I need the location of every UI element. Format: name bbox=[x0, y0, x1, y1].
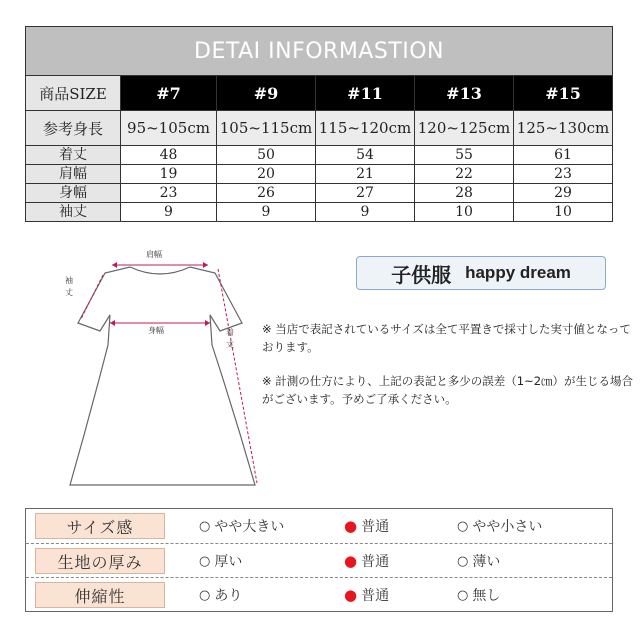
radio-empty-icon: ○ bbox=[457, 587, 469, 603]
fabric-feel-box bbox=[25, 508, 613, 612]
row-label-length: 着丈 bbox=[26, 146, 121, 165]
table-cell: 26 bbox=[217, 184, 316, 203]
reference-height-cell: 95~105cm bbox=[121, 111, 217, 146]
size-header-7: #7 bbox=[121, 76, 217, 111]
table-cell: 22 bbox=[415, 165, 514, 184]
size-header-9: #9 bbox=[217, 76, 316, 111]
feel-label-stretch: 伸縮性 bbox=[35, 582, 165, 608]
radio-empty-icon: ○ bbox=[199, 518, 211, 534]
table-cell: 54 bbox=[316, 146, 415, 165]
table-cell: 10 bbox=[514, 203, 613, 222]
table-row bbox=[26, 184, 613, 203]
radio-empty-icon: ○ bbox=[457, 553, 469, 569]
feel-option: ○ あり bbox=[199, 587, 243, 604]
note-flat-measurement: ※ 当店で表記されているサイズは全て平置きで採寸した実寸値となっております。 bbox=[262, 322, 631, 354]
brand-kanji: 子供服 bbox=[391, 262, 452, 287]
size-table bbox=[25, 26, 613, 222]
table-cell: 10 bbox=[415, 203, 514, 222]
table-cell: 28 bbox=[415, 184, 514, 203]
feel-option: ○ 厚い bbox=[199, 553, 243, 570]
feel-label-thickness: 生地の厚み bbox=[35, 548, 165, 574]
table-title: DETAI INFORMASTION bbox=[26, 27, 613, 76]
diagram-label-length-2: 丈 bbox=[226, 340, 234, 349]
feel-row-thickness bbox=[26, 543, 612, 578]
radio-empty-icon: ○ bbox=[199, 587, 211, 603]
diagram-label-sleeve-1: 袖 bbox=[65, 276, 73, 285]
row-label-sleeve: 袖丈 bbox=[26, 203, 121, 222]
feel-option: ○ 無し bbox=[457, 587, 501, 604]
feel-option: ○ やや大きい bbox=[199, 518, 285, 535]
reference-height-cell: 105~115cm bbox=[217, 111, 316, 146]
reference-height-cell: 115~120cm bbox=[316, 111, 415, 146]
feel-option: ○ 薄い bbox=[457, 553, 501, 570]
row-label-shoulder: 肩幅 bbox=[26, 165, 121, 184]
diagram-label-shoulder: 肩幅 bbox=[146, 250, 162, 259]
table-cell: 20 bbox=[217, 165, 316, 184]
table-cell: 9 bbox=[217, 203, 316, 222]
table-cell: 9 bbox=[316, 203, 415, 222]
brand-name: happy dream bbox=[465, 263, 571, 282]
brand-label bbox=[356, 256, 606, 290]
table-cell: 23 bbox=[121, 184, 217, 203]
radio-filled-icon: ● bbox=[344, 552, 358, 570]
size-header-label: 商品SIZE bbox=[26, 76, 121, 111]
feel-label-size: サイズ感 bbox=[35, 513, 165, 539]
table-cell: 55 bbox=[415, 146, 514, 165]
reference-height-cell: 125~130cm bbox=[514, 111, 613, 146]
note-measurement-error: ※ 計測の仕方により、上記の表記と多少の誤差（1~2㎝）が生じる場合がございます。予めご了承ください。 bbox=[262, 374, 634, 406]
size-header-13: #13 bbox=[415, 76, 514, 111]
table-cell: 29 bbox=[514, 184, 613, 203]
table-cell: 19 bbox=[121, 165, 217, 184]
diagram-label-length-1: 着 bbox=[226, 328, 234, 337]
table-cell: 27 bbox=[316, 184, 415, 203]
radio-filled-icon: ● bbox=[344, 586, 358, 604]
reference-height-label: 参考身長 bbox=[26, 111, 121, 146]
table-cell: 48 bbox=[121, 146, 217, 165]
diagram-label-body: 身幅 bbox=[148, 326, 164, 335]
feel-option-selected: ● 普通 bbox=[344, 586, 390, 604]
table-cell: 50 bbox=[217, 146, 316, 165]
feel-row-stretch bbox=[26, 577, 612, 612]
size-header-11: #11 bbox=[316, 76, 415, 111]
row-label-chest: 身幅 bbox=[26, 184, 121, 203]
dress-diagram bbox=[60, 245, 260, 495]
feel-row-size bbox=[26, 509, 612, 543]
radio-filled-icon: ● bbox=[344, 517, 358, 535]
reference-height-cell: 120~125cm bbox=[415, 111, 514, 146]
feel-option-selected: ● 普通 bbox=[344, 552, 390, 570]
dress-outline bbox=[70, 267, 255, 485]
radio-empty-icon: ○ bbox=[457, 518, 469, 534]
table-cell: 61 bbox=[514, 146, 613, 165]
diagram-label-sleeve-2: 丈 bbox=[65, 288, 73, 297]
feel-option: ○ やや小さい bbox=[457, 518, 543, 535]
feel-option-selected: ● 普通 bbox=[344, 517, 390, 535]
table-cell: 23 bbox=[514, 165, 613, 184]
table-row bbox=[26, 146, 613, 165]
table-row bbox=[26, 165, 613, 184]
table-cell: 21 bbox=[316, 165, 415, 184]
table-cell: 9 bbox=[121, 203, 217, 222]
notes bbox=[262, 320, 634, 424]
size-header-15: #15 bbox=[514, 76, 613, 111]
table-row bbox=[26, 203, 613, 222]
radio-empty-icon: ○ bbox=[199, 553, 211, 569]
